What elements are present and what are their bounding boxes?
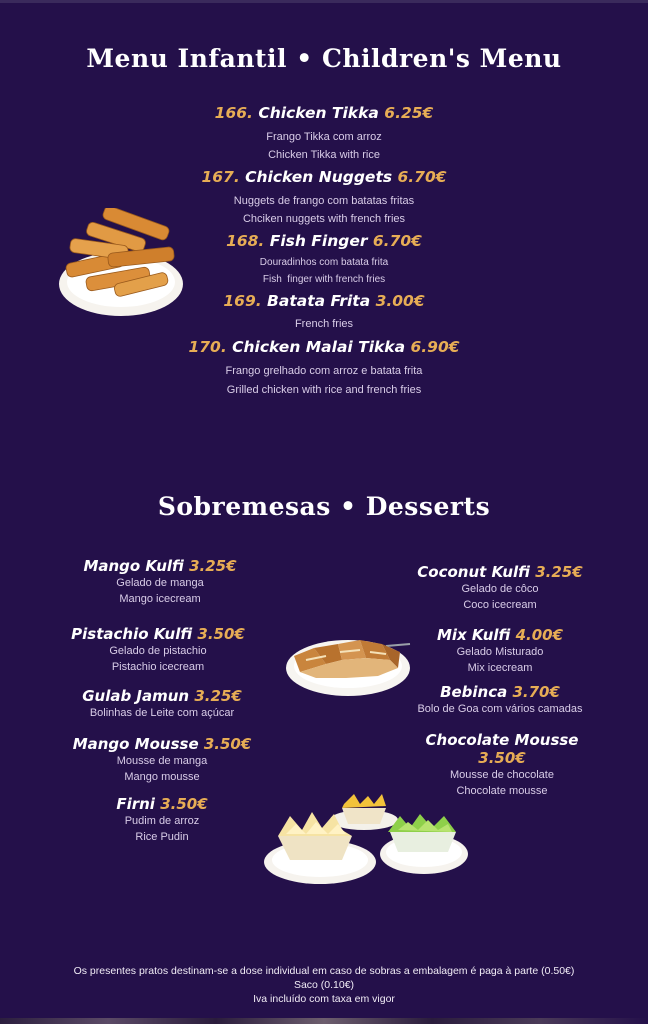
item-desc-pt: Nuggets de frango com batatas fritas — [233, 195, 415, 207]
dessert-heading — [400, 731, 604, 767]
kulfi-plate-image — [286, 630, 414, 698]
dessert-name: Pistachio Kulfi — [71, 625, 193, 643]
item-number: 167. — [201, 168, 240, 186]
dessert-mango-mousse — [62, 735, 262, 785]
footer-line-takeaway: Os presentes pratos destinam-se a dose individual em caso de sobras a embalagem é paga à parte (0.50€) — [73, 965, 575, 977]
dessert-desc-en: Rice Pudin — [135, 831, 189, 843]
menu-item-heading — [0, 104, 648, 122]
item-desc-en: Chciken nuggets with french fries — [242, 213, 406, 225]
dessert-desc-pt: Gelado de pistachio — [109, 645, 207, 657]
desserts-title: Sobremesas • Desserts — [157, 492, 491, 521]
dessert-price: 3.50€ — [203, 735, 252, 753]
dessert-desc-en: Mix icecream — [467, 662, 533, 674]
dessert-name: Bebinca — [440, 683, 508, 701]
item-price: 3.00€ — [375, 292, 425, 310]
dessert-price: 3.25€ — [189, 557, 237, 575]
bottom-edge-strip — [0, 1018, 648, 1024]
item-name: Chicken Malai Tikka — [232, 338, 406, 356]
kids-menu-title: Menu Infantil • Children's Menu — [86, 44, 562, 73]
dessert-name: Coconut Kulfi — [417, 563, 530, 581]
dessert-desc-en: Coco icecream — [463, 599, 537, 611]
item-name: Chicken Tikka — [258, 104, 379, 122]
dessert-heading — [402, 563, 598, 581]
dessert-desc-en: Mango mousse — [124, 771, 200, 783]
dessert-desc-pt: Bolinhas de Leite com açúcar — [89, 707, 235, 719]
dessert-heading — [62, 687, 262, 705]
dessert-heading — [404, 683, 596, 701]
dessert-desc-pt: Bolo de Goa com vários camadas — [417, 703, 583, 715]
item-desc-pt: Douradinhos com batata frita — [259, 257, 389, 268]
top-edge-strip — [0, 0, 648, 3]
item-number: 168. — [226, 232, 265, 250]
footer-notes — [0, 964, 648, 1006]
dessert-bebinca — [404, 683, 596, 717]
dessert-name: Gulab Jamun — [82, 687, 190, 705]
dessert-firni — [82, 795, 242, 845]
dessert-desc-pt: Mousse de chocolate — [450, 769, 554, 781]
dessert-desc-pt: Gelado de manga — [116, 577, 204, 589]
dessert-desc-pt: Gelado de côco — [461, 583, 539, 595]
dessert-name: Mango Kulfi — [83, 557, 184, 575]
dessert-price: 3.70€ — [512, 683, 560, 701]
footer-line-vat: Iva incluído com taxa em vigor — [253, 993, 395, 1005]
item-desc-en: Fish finger with french fries — [262, 274, 386, 285]
item-desc-en: Chicken Tikka with rice — [268, 149, 380, 161]
dessert-heading — [62, 735, 262, 753]
item-desc-en: Grilled chicken with rice and french fries — [226, 384, 422, 396]
item-number: 166. — [214, 104, 253, 122]
menu-item-heading — [0, 168, 648, 186]
item-price: 6.70€ — [397, 168, 447, 186]
dessert-desc-en: Mango icecream — [119, 593, 201, 605]
dessert-name: Mix Kulfi — [436, 626, 511, 644]
mousse-cups-image — [256, 790, 472, 890]
dessert-chocolate-mousse — [400, 731, 604, 799]
dessert-desc-en: Pistachio icecream — [111, 661, 205, 673]
dessert-desc-pt: Pudim de arroz — [124, 815, 200, 827]
item-name: Fish Finger — [269, 232, 368, 250]
item-number: 169. — [223, 292, 262, 310]
dessert-heading — [58, 625, 258, 643]
dessert-name: Chocolate Mousse — [425, 731, 579, 749]
menu-item-170 — [0, 338, 648, 400]
item-name: Chicken Nuggets — [245, 168, 393, 186]
dessert-name: Firni — [116, 795, 155, 813]
item-desc-pt: Frango grelhado com arroz e batata frita — [225, 365, 423, 377]
dessert-price: 3.50€ — [478, 749, 526, 767]
item-price: 6.90€ — [410, 338, 460, 356]
item-name: Batata Frita — [267, 292, 371, 310]
dessert-heading — [408, 626, 592, 644]
dessert-desc-pt: Mousse de manga — [116, 755, 208, 767]
dessert-coconut-kulfi — [402, 563, 598, 613]
dessert-heading — [62, 557, 258, 575]
item-price: 6.70€ — [372, 232, 422, 250]
dessert-gulab-jamun — [62, 687, 262, 721]
item-desc-en: French fries — [294, 318, 354, 330]
dessert-price: 3.50€ — [160, 795, 208, 813]
dessert-mango-kulfi — [62, 557, 258, 607]
item-desc-pt: Frango Tikka com arroz — [266, 131, 382, 143]
menu-item-166 — [0, 104, 648, 168]
dessert-heading — [82, 795, 242, 813]
dessert-price: 4.00€ — [515, 626, 564, 644]
dessert-mix-kulfi — [408, 626, 592, 676]
footer-line-bag: Saco (0.10€) — [293, 979, 355, 991]
menu-item-heading — [0, 338, 648, 356]
dessert-desc-en: Chocolate mousse — [456, 785, 548, 797]
dessert-desc-pt: Gelado Misturado — [456, 646, 544, 658]
dessert-price: 3.25€ — [535, 563, 583, 581]
dessert-pistachio-kulfi — [58, 625, 258, 675]
item-number: 170. — [188, 338, 227, 356]
dessert-price: 3.25€ — [194, 687, 242, 705]
dessert-name: Mango Mousse — [72, 735, 199, 753]
dessert-price: 3.50€ — [197, 625, 245, 643]
item-price: 6.25€ — [384, 104, 434, 122]
fish-finger-plate-image — [56, 208, 186, 320]
